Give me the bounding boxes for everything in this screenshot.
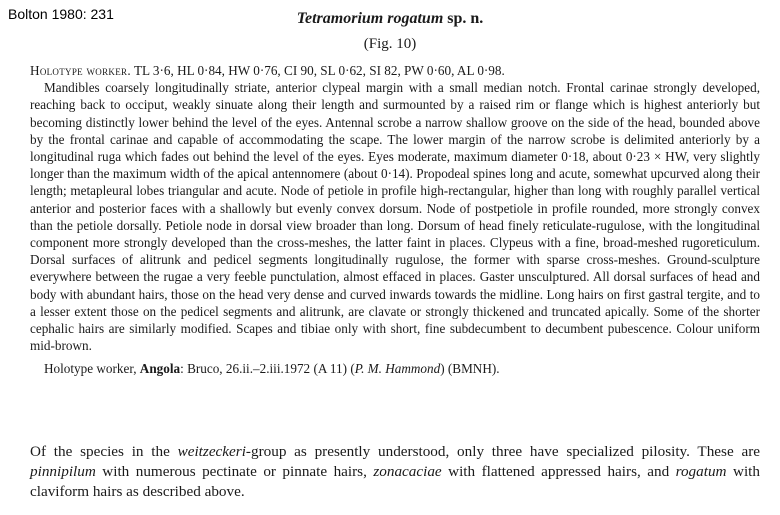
species-name-rogatum: rogatum bbox=[675, 463, 727, 480]
type-prefix: Holotype worker, bbox=[44, 361, 140, 377]
discussion-text: with numerous pectinate or pinnate hairs, bbox=[95, 463, 374, 480]
discussion-text: Of the species in the bbox=[30, 443, 178, 460]
species-name-pinnipilum: pinnipilum bbox=[30, 463, 96, 480]
figure-reference: (Fig. 10) bbox=[363, 36, 417, 52]
description-paragraph: Mandibles coarsely longitudinally striate, anterior clypeal margin with a small median notch. Frontal carinae strongly developed, reaching back to occiput, weakly sinuate along their length and surmounted by a raised rim or flange which is highest anteriorly but becoming distinctly lower behind the level of the eyes. Antennal scrobe a narrow shallow groove on the side of the head, bounded above by the frontal carinae and capable of accommodating the scape. The lower margin of the narrow scrobe is delimited anteriorly by a longitudinal ruga which fades out behind the level of the eyes. Eyes moderate, maximum diameter 0·18, about 0·23 × HW, very slightly longer than the maximum width of the apical antennomere (about 0·14). Propodeal spines long and acute, somewhat upcurved along their length; metapleural lobes triangular and acute. Node of petiole in profile high-rectangular, higher than long with roughly parallel vertical anterior and posterior faces with a shallowly but evenly convex dorsum. Node of postpetiole in profile rounded, more strongly convex than the petiole dorsally. Petiole node in dorsal view broader than long. Dorsum of head finely reticulate-rugulose, with the longitudinal component more strongly developed than the cross-meshes, the latter faint in places. Clypeus with a fine, broad-meshed rugoreticulum. Dorsal surfaces of alitrunk and pedicel segments longitudinally rugulose, the former with sparse cross-meshes. Ground-sculpture everywhere between the rugae a very feeble punctulation, almost effaced in places. Gaster unsculptured. All dorsal surfaces of head and body with abundant hairs, those on the head very dense and curved inwards towards the midline. Long hairs on first gastral tergite, and to a lesser extent those on the pedicel segments and alitrunk, are clavate or strongly thickened and truncated apically. Some of the shorter cephalic hairs are similarly modified. Scapes and tibiae only with short, fine subdecumbent to decumbent pubescence. Colour uniform mid-brown. bbox=[30, 80, 760, 354]
type-locality: : Bruco, 26.ii.–2.iii.1972 (A 11) ( bbox=[180, 361, 355, 377]
discussion-text: -group as presently understood, only three have specialized pilosity. These are bbox=[245, 443, 760, 460]
species-description bbox=[30, 62, 760, 378]
citation-label: Bolton 1980: 231 bbox=[8, 6, 114, 22]
type-depository: ) (BMNH). bbox=[440, 361, 500, 377]
species-title bbox=[0, 10, 780, 28]
species-name-zonacaciae: zonacaciae bbox=[373, 463, 442, 480]
type-collector: P. M. Hammond bbox=[354, 361, 441, 377]
measurements-line bbox=[30, 62, 760, 79]
discussion-text: with flattened appressed hairs, and bbox=[441, 463, 676, 480]
discussion-text: with claviform hairs as described above. bbox=[30, 463, 760, 500]
species-name: Tetramorium rogatum bbox=[296, 10, 444, 27]
discussion bbox=[30, 442, 760, 502]
species-status: sp. n. bbox=[443, 10, 484, 27]
group-name: weitzeckeri bbox=[177, 443, 246, 460]
type-material bbox=[30, 360, 760, 377]
measurements: TL 3·6, HL 0·84, HW 0·76, CI 90, SL 0·62, SI 82, PW 0·60, AL 0·98. bbox=[130, 63, 505, 78]
discussion-paragraph bbox=[30, 442, 760, 502]
holotype-label: Holotype worker. bbox=[30, 63, 131, 78]
type-country: Angola bbox=[139, 361, 181, 377]
